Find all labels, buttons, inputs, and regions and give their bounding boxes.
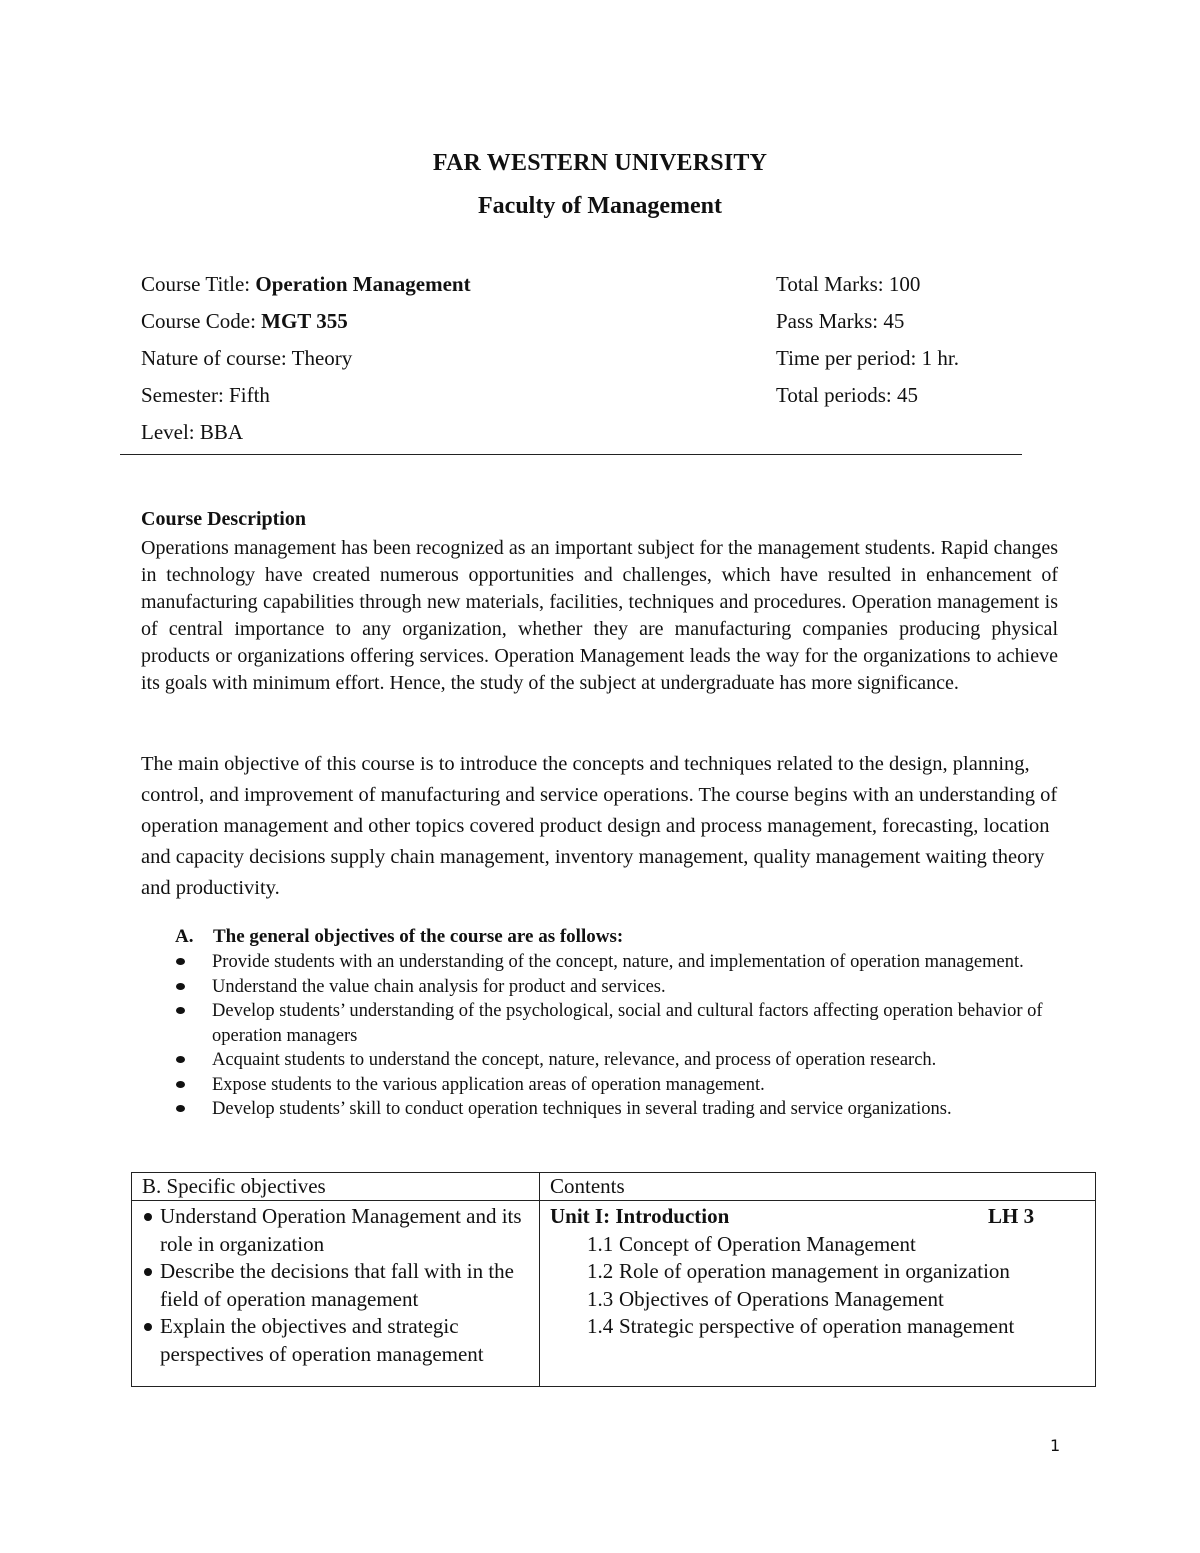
topic-number: 1.4 [587,1314,614,1338]
bullet-icon [176,983,185,990]
objective-text: Provide students with an understanding of the concept, nature, and implementation of operation management. [212,952,1024,972]
course-title-value: Operation Management [255,272,471,296]
page-number: 1 [1050,1436,1061,1455]
objective-text: Develop students’ skill to conduct operation techniques in several trading and service organizations. [212,1099,952,1119]
faculty-title: Faculty of Management [478,193,722,219]
topic-number: 1.3 [587,1286,614,1311]
unit-heading [550,1203,1085,1231]
bullet-icon [176,1056,185,1063]
table-row [132,1201,1096,1387]
specific-objective-text: Describe the decisions that fall with in the field of operation management [160,1259,514,1311]
course-description-heading: Course Description [141,508,306,530]
bullet-icon [176,1105,185,1112]
bullet-icon [144,1268,152,1276]
specific-objective-text: Understand Operation Management and its role in organization [160,1204,522,1256]
table-header-row [132,1173,1096,1201]
course-level: Level: BBA [141,420,244,444]
header-divider [120,454,1022,455]
list-item [175,1097,1075,1122]
list-item [175,975,1075,1000]
time-per-period: Time per period: 1 hr. [776,346,959,370]
specific-objectives-list [142,1203,529,1368]
course-title-label: Course Title: [141,272,256,296]
general-objectives-title: The general objectives of the course are as follows: [213,926,624,947]
list-item [142,1203,529,1258]
general-objectives-heading [175,926,623,948]
course-info-left [141,266,471,451]
general-objectives-list [175,950,1075,1122]
total-periods: Total periods: 45 [776,383,919,407]
bullet-icon [176,1007,185,1014]
contents-header: Contents [540,1173,1096,1201]
specific-objectives-cell [132,1201,540,1387]
university-title: FAR WESTERN UNIVERSITY [432,150,768,176]
objective-text: Acquaint students to understand the concept, nature, relevance, and process of operation research. [212,1050,937,1070]
bullet-icon [176,1081,185,1088]
course-semester: Semester: Fifth [141,383,270,407]
unit-title: Unit I: Introduction [550,1204,730,1228]
list-item [142,1313,529,1368]
course-code-line [141,303,471,340]
topic-text: Strategic perspective of operation management [619,1314,1015,1338]
specific-objectives-header: B. Specific objectives [132,1173,540,1201]
course-description-paragraph-1: Operations management has been recognized as an important subject for the management students. Rapid changes in technology have created numerous opportunities and challenges, which have resulted in enhancement of manufacturing capabilities through new materials, facilities, techniques and procedures. Operation management is of central importance to any organization, whether they are manufacturing companies producing physical products or organizations offering services. Operation Management leads the way for the organizations to achieve its goals with minimum effort. Hence, the study of the subject at undergraduate has more significance. [141,537,1058,694]
list-item [175,950,1075,975]
contents-cell [540,1201,1096,1387]
list-item [587,1258,1085,1286]
list-item [175,1048,1075,1073]
course-description-paragraph-2: The main objective of this course is to introduce the concepts and techniques related to the design, planning, control, and improvement of manufacturing and service operations. The course begins with an understanding of operation management and other topics covered product design and process management, forecasting, location and capacity decisions supply chain management, inventory management, quality management waiting theory and productivity. [141,753,1058,899]
course-code-value: MGT 355 [261,309,348,333]
unit-topics-list [550,1231,1085,1341]
list-item [587,1313,1085,1341]
list-item [587,1231,1085,1259]
objective-text: Develop students’ understanding of the psychological, social and cultural factors affecting operation behavior of operation managers [212,1001,1043,1046]
specific-objective-text: Explain the objectives and strategic perspectives of operation management [160,1314,484,1366]
bullet-icon [144,1213,152,1221]
topic-number: 1.1 [587,1231,614,1256]
course-title-line [141,266,471,303]
course-info-right [776,266,959,414]
bullet-icon [144,1323,152,1331]
topic-text: Objectives of Operations Management [619,1286,944,1311]
topic-text: Concept of Operation Management [619,1231,916,1256]
bullet-icon [176,958,185,965]
course-code-label: Course Code: [141,309,262,333]
list-item [142,1258,529,1313]
list-item [175,999,1075,1048]
course-nature: Nature of course: Theory [141,346,353,370]
objective-text: Understand the value chain analysis for product and services. [212,976,666,997]
topic-text: Role of operation management in organization [619,1259,1010,1283]
list-item [587,1286,1085,1314]
list-item [175,1073,1075,1098]
topic-number: 1.2 [587,1259,614,1283]
pass-marks: Pass Marks: 45 [776,309,905,333]
unit-lecture-hours: LH 3 [988,1204,1035,1228]
total-marks: Total Marks: 100 [776,272,921,296]
specific-objectives-table [131,1172,1096,1387]
objective-text: Expose students to the various application areas of operation management. [212,1074,765,1095]
section-letter-a: A. [175,926,194,947]
